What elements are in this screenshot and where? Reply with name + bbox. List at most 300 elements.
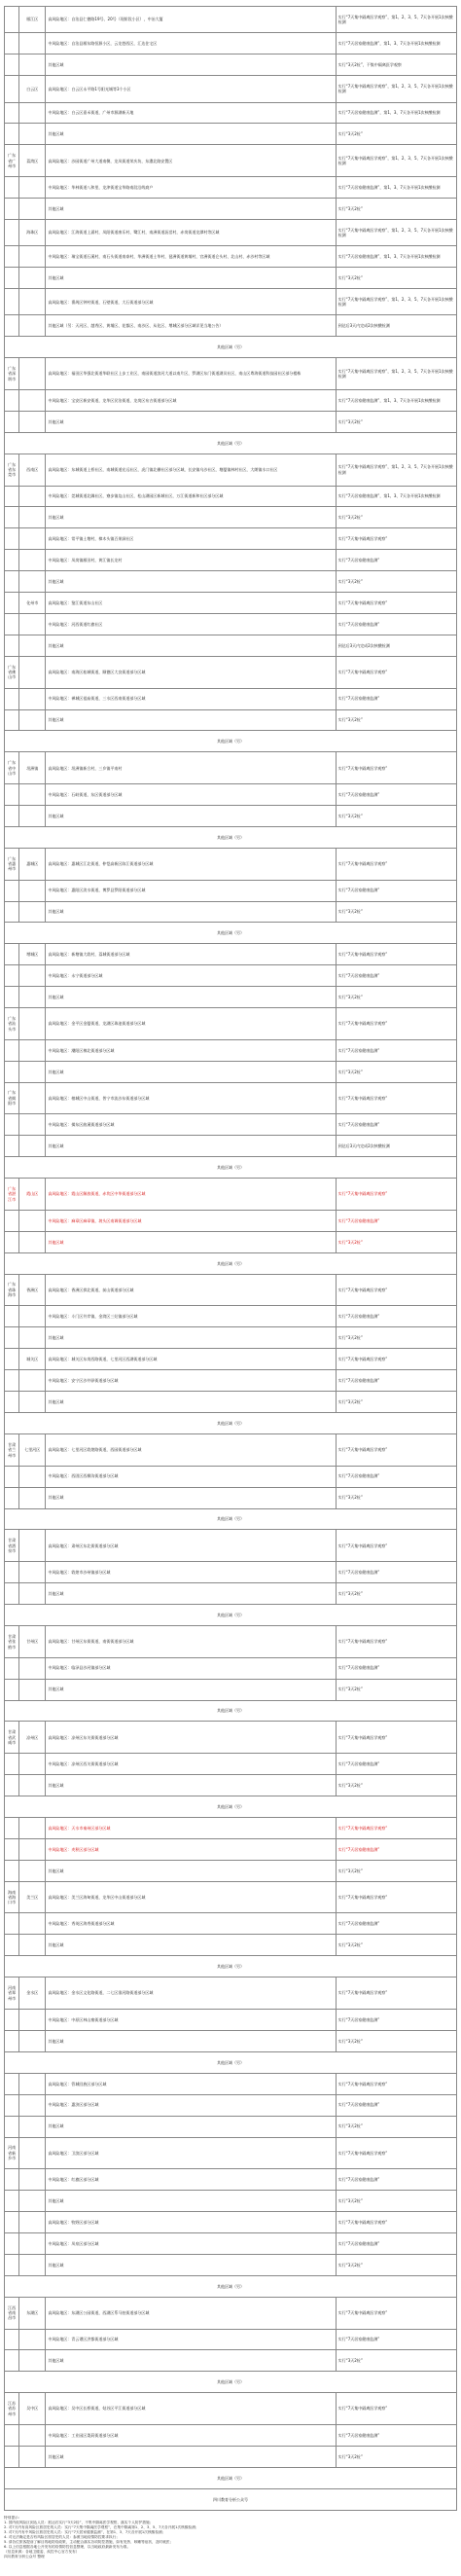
district-cell: 甘州区: [19, 1625, 46, 1657]
risk-area-cell: 高风险地区：霞山区解放街道，赤坎区中华街道部分区域: [46, 1179, 336, 1211]
province-cell: 甘肃省兰州市: [5, 1433, 19, 1466]
section-summary-cell: 其他区域（另）: [5, 1956, 457, 1977]
risk-area-cell: 中风险地区：凤泉区部分区域: [46, 2233, 336, 2255]
province-cell: 广东省佛山市: [5, 656, 19, 688]
district-cell: [19, 784, 46, 806]
province-cell: [5, 76, 19, 102]
province-cell: [5, 550, 19, 571]
control-rule-cell: 实行“3天2检”: [336, 987, 456, 1008]
risk-area-cell: 中风险地区：中原区林山寨街道部分区域: [46, 2009, 336, 2030]
risk-area-cell: 高风险地区：香洲区拱北街道，前山街道部分区域: [46, 1274, 336, 1306]
district-cell: [19, 289, 46, 315]
province-cell: [5, 1754, 19, 1775]
section-summary-cell: 其他区域（另）: [5, 2051, 457, 2073]
risk-area-cell: 其他区域: [46, 1392, 336, 1413]
section-summary-cell: 其他区域（另）: [5, 731, 457, 752]
table-row: [5, 102, 457, 124]
notes-section: [4, 2516, 457, 2559]
table-row: [5, 1583, 457, 1605]
risk-area-cell: 高风险地区：牧野区部分区域: [46, 2212, 336, 2233]
risk-area-cell: 其他区域: [46, 2030, 336, 2051]
district-cell: [19, 1136, 46, 1157]
control-rule-cell: 实行“7天居家健康监测”: [336, 2009, 456, 2030]
district-cell: [19, 806, 46, 827]
control-rule-cell: 实行“3天2检”: [336, 1860, 456, 1881]
section-summary-cell: 其他区域（另）: [5, 826, 457, 848]
district-cell: [19, 1082, 46, 1114]
province-cell: [5, 987, 19, 1008]
control-rule-cell: 实行“7天居家健康监测”: [336, 1370, 456, 1392]
province-cell: [5, 1583, 19, 1605]
risk-area-cell: 其他区域: [46, 199, 336, 220]
risk-area-cell: 中风险地区：凉州区西关街街道部分区域: [46, 1754, 336, 1775]
province-cell: 甘肃省张掖市: [5, 1625, 19, 1657]
table-row: [5, 1274, 457, 1306]
table-row: [5, 1860, 457, 1881]
control-rule-cell: 实行“3天2检”: [336, 1775, 456, 1796]
province-cell: [5, 2030, 19, 2051]
district-cell: 金水区: [19, 1977, 46, 2010]
district-cell: 七里河区: [19, 1433, 46, 1466]
risk-area-cell: 高风险地区：坦洲镇新合村，三乡镇平南村: [46, 752, 336, 784]
district-cell: [19, 2116, 46, 2137]
table-row: [5, 635, 457, 656]
control-rule-cell: 实行“7天集中隔离医学观察”: [336, 1530, 456, 1562]
province-cell: 甘肃省武威市: [5, 1722, 19, 1754]
district-cell: [19, 1392, 46, 1413]
province-cell: [5, 1860, 19, 1881]
table-row: [5, 1157, 457, 1179]
district-cell: [19, 102, 46, 124]
district-cell: 香洲区: [19, 1274, 46, 1306]
table-row: [5, 454, 457, 486]
province-cell: [5, 2350, 19, 2372]
control-rule-cell: 实行“7天居家健康监测”: [336, 1466, 456, 1487]
control-rule-cell: 实行“3天2检”: [336, 2350, 456, 2372]
risk-area-cell: 高风险地区：福田区华强北街道华联社区上步工业区，南园街道滨河大道以南片区，罗湖区东门街道湖贝社区，南山区粤海街道科技园社区部分楼栋: [46, 358, 336, 390]
province-cell: [5, 571, 19, 593]
control-rule-cell: 实行“3天2检”: [336, 2254, 456, 2275]
table-row: [5, 2467, 457, 2488]
district-cell: [19, 2169, 46, 2191]
section-summary-cell: 其他区域（另）: [5, 1413, 457, 1434]
note-line: 3. 对7天内有中风险区旅居史的人员：实行“7天居家健康监测”，在第1、3、7天各开展1次核酸检测；: [4, 2530, 166, 2534]
table-row: [5, 2009, 457, 2030]
table-row: [5, 2275, 457, 2297]
table-row: [5, 390, 457, 412]
footer-title: 四川教育分析公众号: [5, 2488, 457, 2510]
table-row: [5, 486, 457, 507]
control-rule-cell: 实行“3天2检”: [336, 2030, 456, 2051]
risk-area-cell: 其他区域: [46, 571, 336, 593]
section-summary-cell: 其他区域（另）: [5, 1796, 457, 1818]
table-row: [5, 784, 457, 806]
control-rule-cell: 实行“7天集中隔离医学观察”: [336, 1349, 456, 1370]
district-cell: [19, 1860, 46, 1881]
district-cell: [19, 2073, 46, 2094]
section-summary-cell: 其他区域（另）: [5, 1700, 457, 1722]
table-row: [5, 54, 457, 76]
risk-area-cell: 高风险地区：东城街道上桥社区，南城街道宏远社区，虎门镇北栅社区部分区域，长安镇乌沙社区，塘厦镇林村社区，大朗镇水口社区: [46, 454, 336, 486]
province-cell: [5, 1817, 19, 1838]
control-rule-cell: 实行“7天居家健康监测”，第1、3、7天各开展1次核酸检测: [336, 177, 456, 199]
province-cell: [5, 901, 19, 923]
control-rule-cell: 实行“3天2检”: [336, 268, 456, 289]
table-row: [5, 1487, 457, 1508]
district-cell: [19, 1210, 46, 1231]
note-line: 5. 请各位旅客提前了解目的地防疫政策，主动配合落实各项防控措施，如有发热、咳嗽等症状，及时就医；: [4, 2540, 174, 2544]
district-cell: 凉州区: [19, 1722, 46, 1754]
control-rule-cell: 实行“7天集中隔离医学观察”: [336, 656, 456, 688]
table-row: [5, 1008, 457, 1040]
district-cell: [19, 656, 46, 688]
risk-area-cell: 其他区域: [46, 1231, 336, 1252]
table-row: [5, 571, 457, 593]
control-rule-cell: 实行“7天集中隔离医学观察”: [336, 528, 456, 550]
control-rule-cell: 实行“7天集中隔离医学观察”，第1、2、3、5、7天各开展1次核酸检测: [336, 289, 456, 315]
province-cell: [5, 315, 19, 337]
province-cell: [5, 2169, 19, 2191]
district-cell: [19, 2446, 46, 2467]
province-cell: 广东省揭阳市: [5, 1082, 19, 1114]
table-row: [5, 1082, 457, 1114]
risk-area-cell: 其他区域: [46, 1935, 336, 1956]
risk-area-cell: 中风险地区：凤岗镇雁田村，黄江镇长龙村: [46, 550, 336, 571]
table-row: [5, 848, 457, 880]
control-rule-cell: 实行“7天集中隔离医学观察”: [336, 1274, 456, 1306]
province-cell: 广东省湛江市: [5, 1179, 19, 1211]
province-cell: [5, 1838, 19, 1860]
table-row: [5, 2191, 457, 2212]
risk-area-cell: 高风险地区：新塘镇大敦村，荔城街道部分区域: [46, 944, 336, 965]
risk-area-cell: 其他区域: [46, 1679, 336, 1700]
note-line: 1. 国内低风险区到达人员：抵达后实行“3天2检”，不集中隔离医学观察，落实个人防护措施；: [4, 2521, 154, 2524]
province-cell: 广东省东莞市: [5, 454, 19, 486]
risk-area-cell: 其他区域（另：天河区、越秀区、黄埔区、花都区、南沙区、从化区、增城区部分区域详见当地公告）: [46, 315, 336, 337]
table-row: [5, 965, 457, 987]
table-row: [5, 1562, 457, 1583]
control-rule-cell: 实行“3天2检”: [336, 124, 456, 145]
control-rule-cell: 实行“7天居家健康监测”: [336, 1562, 456, 1583]
risk-area-cell: 高风险地区：自治县仁德路19号、20号（现阶段小区），中冶大厦: [46, 7, 336, 33]
control-rule-cell: 实行“7天集中隔离医学观察”: [336, 593, 456, 614]
province-cell: [5, 709, 19, 731]
table-row: [5, 1530, 457, 1562]
table-row: [5, 1913, 457, 1935]
note-line: 特别提示：: [4, 2516, 22, 2520]
risk-area-cell: 其他区域: [46, 806, 336, 827]
table-row: [5, 1210, 457, 1231]
district-cell: 惠城区: [19, 848, 46, 880]
note-line: 6. 以上信息根据各地公开发布的疫情防控信息整理，以当地政府最新发布为准。: [4, 2545, 131, 2549]
risk-area-cell: 中风险地区：潮阳区棉北街道部分区域: [46, 1039, 336, 1061]
risk-area-table: [4, 6, 457, 2511]
district-cell: 吴中区: [19, 2393, 46, 2425]
risk-area-cell: 中风险地区：安宁区沙井驿街道部分区域: [46, 1370, 336, 1392]
table-row: [5, 507, 457, 528]
control-rule-cell: 实行“7天集中隔离医学观察”: [336, 1008, 456, 1040]
control-rule-cell: 实行“7天居家健康监测”: [336, 2094, 456, 2116]
risk-area-cell: 其他区域: [46, 987, 336, 1008]
table-row: [5, 1605, 457, 1626]
risk-area-cell: 高风险地区：金水区文化路街道，二七区淮河路街道部分区域: [46, 1977, 336, 2010]
district-cell: [19, 124, 46, 145]
province-cell: 广东省惠州市: [5, 848, 19, 880]
control-rule-cell: 实行“7天居家健康监测”: [336, 1838, 456, 1860]
province-cell: [5, 1913, 19, 1935]
table-row: [5, 1039, 457, 1061]
risk-area-cell: 高风险地区：惠城区江北街道，仲恺高新区陈江街道部分区域: [46, 848, 336, 880]
province-cell: 江西省南昌市: [5, 2297, 19, 2329]
table-row: [5, 1754, 457, 1775]
district-cell: [19, 1913, 46, 1935]
district-cell: [19, 709, 46, 731]
table-row: [5, 2350, 457, 2372]
district-cell: [19, 2329, 46, 2350]
risk-area-cell: 其他区域: [46, 411, 336, 432]
section-summary-cell: 其他区域（另）: [5, 2372, 457, 2393]
district-cell: [19, 688, 46, 709]
table-row: [5, 1700, 457, 1722]
risk-area-cell: 其他区域: [46, 2254, 336, 2275]
risk-area-cell: 高风险地区：常平镇土塘村，樟木头镇百果洞社区: [46, 528, 336, 550]
risk-area-cell: 中风险地区：惠济区部分区域: [46, 2094, 336, 2116]
district-cell: [19, 528, 46, 550]
risk-area-cell: 中风险地区：红旗区部分区域: [46, 2169, 336, 2191]
table-row: [5, 688, 457, 709]
table-row: [5, 1466, 457, 1487]
table-row: [5, 752, 457, 784]
risk-area-cell: 中风险地区：惠阳区淡水街道，博罗县罗阳街道部分区域: [46, 880, 336, 901]
control-rule-cell: 实行“3天2检”: [336, 199, 456, 220]
control-rule-cell: 实行“7天集中隔离医学观察”: [336, 2137, 456, 2169]
province-cell: [5, 289, 19, 315]
section-summary-cell: 其他区域（另）: [5, 337, 457, 358]
risk-area-cell: 中风险地区：敦煌市沙州镇部分区域: [46, 1562, 336, 1583]
control-rule-cell: 实行“7天集中隔离医学观察”: [336, 1817, 456, 1838]
district-cell: [19, 33, 46, 54]
district-cell: [19, 1061, 46, 1082]
district-cell: [19, 1935, 46, 1956]
risk-area-cell: 高风险地区：沙园街道广州大道南侧，龙凤街道荣庆坊，东漖北路安置区: [46, 145, 336, 177]
risk-area-cell: 高风险地区：天水市秦州区部分区域: [46, 1817, 336, 1838]
table-row: [5, 2393, 457, 2425]
risk-area-cell: 其他区域: [46, 2446, 336, 2467]
risk-area-cell: 中风险地区：华林街道八和里，龙津街道宝华路南段沿线商户: [46, 177, 336, 199]
table-row: [5, 76, 457, 102]
control-rule-cell: 实行“7天居家健康监测”: [336, 2425, 456, 2447]
province-cell: [5, 614, 19, 635]
table-row: [5, 2169, 457, 2191]
district-cell: [19, 411, 46, 432]
district-cell: 美兰区: [19, 1881, 46, 1913]
district-cell: 增城区: [19, 944, 46, 965]
district-cell: [19, 1487, 46, 1508]
control-rule-cell: 实行“3天2检”: [336, 571, 456, 593]
control-rule-cell: 实行“3天2检”: [336, 1679, 456, 1700]
table-row: [5, 1775, 457, 1796]
risk-area-cell: 中风险地区：麦积区部分区域: [46, 1838, 336, 1860]
table-row: [5, 1179, 457, 1211]
district-cell: 东湖区: [19, 2297, 46, 2329]
district-cell: 坦洲镇: [19, 752, 46, 784]
risk-area-cell: 中风险地区：莞城街道北隅社区，寮步镇凫山社区，松山湖园区新城社区，万江街道新和社区部分区域: [46, 486, 336, 507]
district-cell: [19, 880, 46, 901]
control-rule-cell: 实行“7天居家健康监测”，第1、3、7天各开展1次核酸检测: [336, 33, 456, 54]
table-row: [5, 2116, 457, 2137]
district-cell: 西南区: [19, 454, 46, 486]
risk-area-cell: 高风险地区：美兰区海甸街道，龙华区中山街道部分区域: [46, 1881, 336, 1913]
table-row: [5, 432, 457, 454]
table-row: [5, 1977, 457, 2010]
table-row: [5, 1136, 457, 1157]
table-row: [5, 1114, 457, 1136]
district-cell: [19, 614, 46, 635]
province-cell: 江苏省苏州市: [5, 2393, 19, 2425]
risk-area-cell: 高风险地区：管城回族区部分区域: [46, 2073, 336, 2094]
section-summary-cell: 其他区域（另）: [5, 432, 457, 454]
control-rule-cell: 实行“7天集中隔离医学观察”: [336, 1082, 456, 1114]
province-cell: [5, 944, 19, 965]
province-cell: 广东省中山市: [5, 752, 19, 784]
risk-area-cell: 其他区域: [46, 1061, 336, 1082]
province-cell: [5, 1210, 19, 1231]
risk-area-cell: 其他区域: [46, 1583, 336, 1605]
province-cell: [5, 507, 19, 528]
province-cell: [5, 880, 19, 901]
province-cell: [5, 1935, 19, 1956]
table-row: [5, 2030, 457, 2051]
risk-area-cell: 其他区域: [46, 1775, 336, 1796]
province-cell: [5, 33, 19, 54]
table-row: [5, 2212, 457, 2233]
province-cell: [5, 54, 19, 76]
risk-area-cell: 中风险地区：青云谱区洪都街道部分区域: [46, 2329, 336, 2350]
risk-area-cell: 其他区域: [46, 507, 336, 528]
table-row: [5, 826, 457, 848]
district-cell: [19, 2094, 46, 2116]
control-rule-cell: 实行“3天2检”: [336, 1583, 456, 1605]
control-rule-cell: 实行“7天集中隔离医学观察”: [336, 752, 456, 784]
risk-area-cell: 高风险地区：鉴江街道东山社区: [46, 593, 336, 614]
province-cell: [5, 528, 19, 550]
control-rule-cell: 实行“7天集中隔离医学观察”: [336, 2073, 456, 2094]
district-cell: [19, 2425, 46, 2447]
province-cell: 广东省汕头市: [5, 1008, 19, 1040]
risk-area-cell: 其他区域: [46, 1860, 336, 1881]
risk-area-cell: 中风险地区：禅城区祖庙街道，三水区西南街道部分区域: [46, 688, 336, 709]
district-cell: [19, 550, 46, 571]
control-rule-cell: 实行“7天集中隔离医学观察”，第1、2、3、5、7天各开展1次核酸检测: [336, 219, 456, 245]
control-rule-cell: 实行“7天居家健康监测”: [336, 880, 456, 901]
table-row: [5, 7, 457, 33]
district-cell: [19, 1530, 46, 1562]
risk-area-cell: 中风险地区：白云区嘉禾街道，广州市源湖新天地: [46, 102, 336, 124]
district-cell: 城关区: [19, 1349, 46, 1370]
control-rule-cell: 实行“7天居家健康监测”: [336, 1657, 456, 1679]
risk-area-cell: 中风险地区：斗门区井岸镇，金湾区三灶镇部分区域: [46, 1306, 336, 1327]
risk-area-cell: 高风险地区：甘州区东街街道，南街街道部分区域: [46, 1625, 336, 1657]
risk-area-cell: 其他区域: [46, 2116, 336, 2137]
risk-area-cell: 中风险地区：瑞宝街道石溪村，南石头街道南泰村，华洲街道土华村，琶洲街道黄埔村，官洲街道仑头村、北山村、赤沙村等区域: [46, 246, 336, 268]
control-rule-cell: 实行“7天集中隔离医学观察”: [336, 944, 456, 965]
table-row: [5, 923, 457, 944]
province-cell: [5, 1306, 19, 1327]
province-cell: [5, 965, 19, 987]
table-row: [5, 1231, 457, 1252]
table-row: [5, 124, 457, 145]
control-rule-cell: 实行“7天居家健康监测”: [336, 965, 456, 987]
control-rule-cell: 实行“7天集中隔离医学观察”: [336, 2212, 456, 2233]
province-cell: 广东省深圳市: [5, 358, 19, 390]
control-rule-cell: 实行“3天2检”: [336, 2116, 456, 2137]
section-summary-cell: 其他区域（另）: [5, 2275, 457, 2297]
table-row: [5, 944, 457, 965]
risk-area-cell: 高风险地区：肃州区东北街街道部分区域: [46, 1530, 336, 1562]
district-cell: [19, 2191, 46, 2212]
district-cell: [19, 2254, 46, 2275]
table-row: [5, 219, 457, 245]
table-row: [5, 806, 457, 827]
table-row: [5, 1956, 457, 1977]
district-cell: [19, 268, 46, 289]
risk-area-cell: 高风险地区：榕城区中山街道，普宁市流沙东街道部分区域: [46, 1082, 336, 1114]
risk-area-cell: 中风险地区：临泽县沙河镇部分区域: [46, 1657, 336, 1679]
table-row: [5, 315, 457, 337]
province-cell: [5, 486, 19, 507]
risk-area-cell: 中风险地区：工业园区娄葑街道部分区域: [46, 2425, 336, 2447]
section-summary-cell: 其他区域（另）: [5, 1508, 457, 1530]
province-cell: [5, 2073, 19, 2094]
control-rule-cell: 实行“7天集中隔离医学观察”，第1、2、3、5、7天各开展1次核酸检测: [336, 358, 456, 390]
control-rule-cell: 实行“7天居家健康监测”: [336, 1039, 456, 1061]
control-rule-cell: 实行“7天集中隔离医学观察”: [336, 1433, 456, 1466]
province-cell: [5, 1392, 19, 1413]
table-row: [5, 1252, 457, 1274]
province-cell: [5, 1679, 19, 1700]
risk-area-cell: 中风险地区：秀英区海秀街道部分区域: [46, 1913, 336, 1935]
province-cell: [5, 124, 19, 145]
district-cell: [19, 486, 46, 507]
district-cell: [19, 2030, 46, 2051]
table-row: [5, 337, 457, 358]
control-rule-cell: 实行“7天居家健康监测”: [336, 1210, 456, 1231]
table-row: [5, 614, 457, 635]
table-row: [5, 268, 457, 289]
risk-area-cell: 中风险地区：石岐街道，东区街道部分区域: [46, 784, 336, 806]
risk-area-cell: 高风险地区：卫滨区部分区域: [46, 2137, 336, 2169]
table-row: [5, 2329, 457, 2350]
risk-area-cell: 其他区域: [46, 2350, 336, 2372]
district-cell: [19, 965, 46, 987]
table-row: [5, 1061, 457, 1082]
control-rule-cell: 实行“7天集中隔离医学观察”: [336, 848, 456, 880]
risk-area-cell: 高风险地区：金平区金厦街道，龙湖区珠池街道部分区域: [46, 1008, 336, 1040]
control-rule-cell: 实行“3天2检”: [336, 2446, 456, 2467]
province-cell: 海南省海口市: [5, 1881, 19, 1913]
control-rule-cell: 实行“7天居家健康监测”: [336, 784, 456, 806]
district-cell: [19, 2137, 46, 2169]
district-cell: [19, 2350, 46, 2372]
district-cell: [19, 1231, 46, 1252]
table-row: [5, 1838, 457, 1860]
control-rule-cell: 实行“7天居家健康监测”: [336, 688, 456, 709]
table-row: [5, 2372, 457, 2393]
note-line: （信息来源：各地卫健委、疾控中心官方发布）: [4, 2550, 80, 2554]
control-rule-cell: 实行“7天集中隔离医学观察”: [336, 1881, 456, 1913]
control-rule-cell: 实行“7天居家健康监测”，第1、3、7天各开展1次核酸检测: [336, 390, 456, 412]
control-rule-cell: 实行“7天居家健康监测”: [336, 1913, 456, 1935]
